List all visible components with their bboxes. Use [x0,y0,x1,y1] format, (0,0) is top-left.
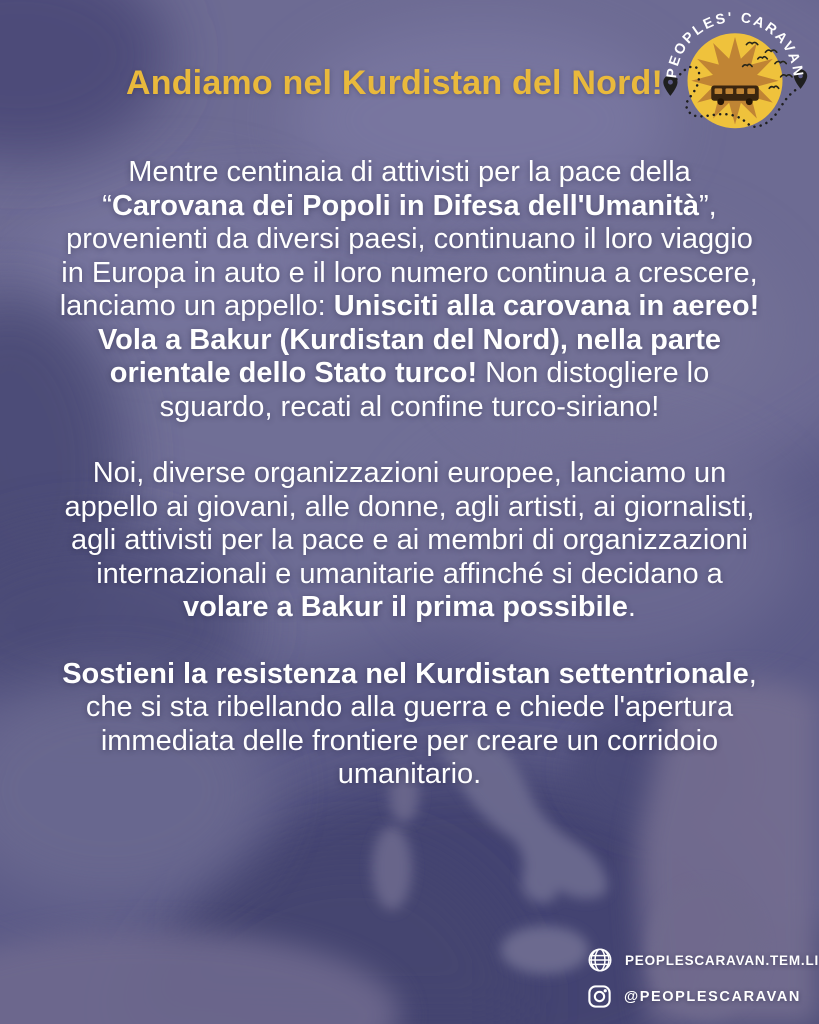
page-title: Andiamo nel Kurdistan del Nord! [125,64,663,102]
text-segment-bold: volare a Bakur il prima possibile [183,591,628,623]
paragraph-appeal [57,457,762,625]
peoples-caravan-logo [659,2,811,150]
instagram-row [586,983,819,1010]
text-segment: Non distogliere lo sguardo, recati al confine turco-siriano! [159,357,710,423]
text-segment: , che si sta ribellando alla guerra e chiede l'apertura immediata delle frontiere per creare un corridoio umanitario. [85,657,757,790]
website-row [586,946,819,974]
paragraph-support [57,658,762,792]
footer-contacts [586,946,819,1010]
instagram-handle: @PEOPLESCARAVAN [624,988,801,1005]
globe-icon [586,946,614,974]
text-segment: . [627,591,636,623]
text-segment-bold: Sostieni la resistenza nel Kurdistan settentrionale [62,657,749,690]
logo-arc-text: PEOPLES' CARAVAN [663,9,807,80]
text-segment-bold: Unisciti alla carovana in aereo! Vola a Bakur (Kurdistan del Nord), nella parte orientale dello Stato turco! [97,290,760,389]
text-segment-bold: Carovana dei Popoli in Difesa dell'Umanità [111,189,699,222]
text-segment: ”, provenienti da diversi paesi, continuano il loro viaggio in Europa in auto e il loro numero continua a crescere, lanciamo un appello: [59,189,758,322]
website-url: PEOPLESCARAVAN.TEM.LI [625,952,819,968]
paragraph-intro [57,156,762,424]
text-segment: Noi, diverse organizzazioni europee, lanciamo un appello ai giovani, alle donne, agli artisti, ai giornalisti, agli attivisti per la pace e ai membri di organizzazioni internazionali e umanitarie affinché si decidano a [64,457,755,590]
text-segment: Mentre centinaia di attivisti per la pace della “ [102,156,691,222]
instagram-icon [586,983,613,1010]
body-text [57,156,762,792]
